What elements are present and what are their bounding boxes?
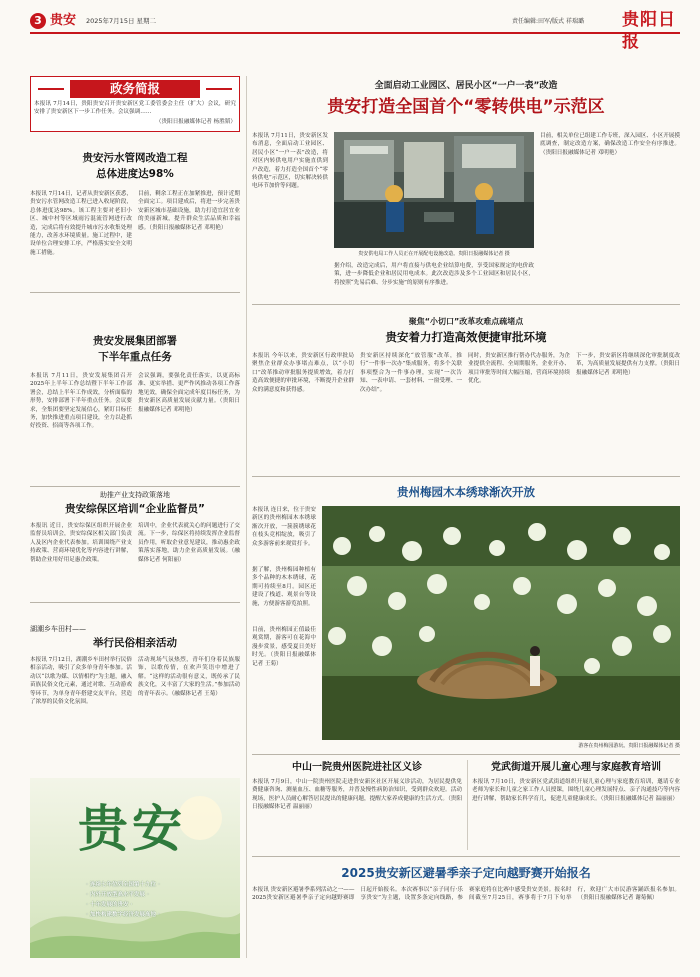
divider: [252, 754, 680, 755]
page-number-badge: 3: [30, 13, 46, 29]
photo-story-col1: 本报讯 连日来，位于贵安新区的贵州梅园木本绣球渐次开放，一簇簇绣球花在枝头竞相绽放，吸引了众多游客前来观赏打卡。: [252, 507, 316, 547]
photo-story-title: 贵州梅园木本绣球渐次开放: [397, 485, 535, 499]
article-group-title: 贵安发展集团部署 下半年重点任务: [93, 335, 177, 363]
article-group-col1: 本报讯 7月11日，贵安发展集团召开2025年上半年工作总结暨下半年工作部署会，总结上半年工作成效，分析面临的形势，安排部署下半年重点任务。会议要求，全集团要坚定发展信心，紧盯目标任务，加快推进重点项目建设，全力以赴抓好投资、招商等各项工作。: [30, 373, 132, 430]
lead-col2: 据介绍，改造完成后，用户将直接与供电企业结算电费，享受国家规定的电价政策，进一步降低企业和居民用电成本。此次改造涉及多个工业园区和居民小区，将按照“先易后难、分步实施”的原则有序推进。: [334, 263, 534, 286]
mid-col2: 贵安新区持续深化“放管服”改革，推行“一件事一次办”集成服务，将多个关联事项整合为一件事办理，实现“一次告知、一表申请、一套材料、一窗受理、一次办结”。: [360, 353, 462, 393]
divider: [30, 292, 240, 293]
slogan-line: · 连续七年位列全国第十九位 ·: [86, 882, 161, 888]
mid-col1: 本报讯 今年以来，贵安新区行政审批局聚焦企业群众办事堵点难点，以“小切口”改革推动审批服务提质增效，着力打造高效便捷的审批环境，不断提升企业群众的满意度和获得感。: [252, 353, 354, 393]
lead-col3: 目前，相关单位已组建工作专班，深入园区、小区开展摸底调查，制定改造方案，确保改造工作安全有序推进。（贵阳日报融媒体记者 邓明艳）: [540, 133, 680, 156]
photo-caption: 游客在贵州梅园游玩。贵阳日报融媒体记者 摄: [578, 743, 680, 749]
training-text: 本报讯 7月10日，贵安新区党武街道组织开展儿童心理与家庭教育培训，邀请专业老师为家长和儿童之家工作人员授课，围绕儿童心理发展特点、亲子沟通技巧等内容进行讲解，帮助家长科学育儿，促进儿童健康成长。（贵阳日报融媒体记者 温丽丽）: [472, 779, 680, 802]
article-group-col2: 会议强调，要强化责任落实，以更高标准、更实举措、更严作风推动各项工作落地见效，确保全面完成年度目标任务，为贵安新区高质量发展贡献力量。（贵阳日报融媒体记者 邓明艳）: [138, 373, 240, 413]
article-sewer-col2: 目前，剩余工程正在加紧推进，预计近期全面完工。项目建成后，将进一步完善贵安新区城市基础设施，助力打造宜居宜业的美丽新城，提升群众生活品质和幸福感。（贵阳日报融媒体记者 邓明艳）: [138, 191, 240, 231]
section-label: 贵安: [50, 13, 77, 28]
lead-title: 贵安打造全国首个“零转供电”示范区: [327, 97, 605, 117]
lead-kicker: 全面启动工业园区、居民小区“一户一表”改造: [374, 81, 558, 91]
brief-credit: （贵阳日报融媒体记者 杨胜韬）: [155, 119, 236, 125]
guian-logo-block: [30, 778, 240, 958]
masthead: [30, 10, 680, 52]
slogan-line: · 十年发展的贵安 ·: [86, 902, 133, 908]
article-zone-kicker: 助推产业支持政策落地: [100, 491, 170, 499]
slogan-line: · 加快构建数字经济发展高地 ·: [86, 912, 161, 918]
brief-text: 本报讯 7月14日，贵阳贵安召开贵安新区党工委管委会主任（扩大）会议，研究安排了贵安新区下一步工作任务。会议强调……: [34, 101, 236, 116]
hospital-title: 中山一院贵州医院进社区义诊: [292, 762, 422, 773]
lead-col1: 本报讯 7月11日，贵安新区发布消息，全面启动工业园区、居民小区“一户一表”改造，将对区内转供电用户实施直供到户改造，着力打造全国首个“零转供电”示范区，切实解决转供电环节加价等问题。: [252, 133, 328, 190]
guian-calligraphy: 贵安: [78, 799, 186, 858]
hospital-text: 本报讯 7月9日，中山一院贵州医院走进贵安新区社区开展义诊活动，为居民提供免费健康咨询、测量血压、血糖等服务，并普及慢性病防治知识，受到群众欢迎。活动现场，医护人员耐心解答居民提出的健康问题，提醒大家养成健康的生活方式。（贵阳日报融媒体记者 温丽丽）: [252, 779, 462, 811]
hydrangea-photo: [322, 506, 680, 740]
lead-photo: [334, 132, 534, 248]
column-divider: [467, 760, 468, 850]
photo-story-col2: 据了解，贵州梅园种植有多个品种的木本绣球，花期可持续至8月。园区还建设了栈道、观景台等设施，方便游客游览拍照。: [252, 567, 316, 607]
divider: [30, 486, 240, 487]
orienteering-title: 2025贵安新区避暑季亲子定向越野赛开始报名: [341, 866, 591, 880]
mid-col4: 下一步，贵安新区将继续深化审批制度改革，为高质量发展提供有力支撑。（贵阳日报融媒体记者 邓明艳）: [576, 353, 680, 376]
article-zone-col1: 本报讯 近日，贵安综保区组织开展企业监督员培训会，贵安综保区相关部门负责人及区内企业代表参加。培训围绕产业支持政策、营商环境优化等内容进行讲解，帮助企业用好用足惠企政策。: [30, 523, 132, 563]
guian-slogans: [86, 880, 236, 920]
mid-title: 贵安着力打造高效便捷审批环境: [385, 330, 547, 344]
brief-ornament-left: [38, 88, 64, 90]
substation-photo-graphic: [334, 132, 534, 248]
article-village-col1: 本报讯 7月12日，湖潮乡车田村举行民俗相亲活动，吸引了众多单身青年参加。活动以“以歌为媒、以情相约”为主题，融入苗族民俗文化元素，通过对歌、互动游戏等环节，为单身青年搭建交友平台，营造了浓厚的民俗文化氛围。: [30, 657, 132, 706]
divider: [252, 304, 680, 305]
training-title: 党武街道开展儿童心理与家庭教育培训: [491, 762, 661, 773]
divider: [30, 602, 240, 603]
lead-photo-caption: 贵安供电局工作人员正在开展配电设施改造。贵阳日报融媒体记者 摄: [358, 251, 510, 257]
divider: [252, 476, 680, 477]
orienteering-text: 本报讯 贵安新区避暑季系列活动之一——2025贵安新区避暑季亲子定向越野赛即日起开始报名。本次赛事以“亲子同行·乐享贵安”为主题，设置多条定向线路，参赛家庭将在比赛中感受贵安美景。报名时间截至7月25日，赛事将于7月下旬举行，欢迎广大市民游客踊跃报名参加。（贵阳日报融媒体记者 谢菊佩）: [252, 887, 680, 902]
newspaper-logo: 贵阳日报: [622, 10, 676, 52]
article-sewer-title: 贵安污水管网改造工程 总体进度达98%: [82, 152, 188, 180]
brief-title: 政务简报: [70, 80, 200, 98]
issue-date: 2025年7月15日 星期二: [86, 17, 157, 25]
mid-kicker: 聚焦“小切口”改革攻难点疏堵点: [408, 317, 524, 326]
column-divider: [246, 76, 247, 958]
article-village-title: 举行民俗相亲活动: [93, 637, 177, 649]
article-zone-title: 贵安综保区培训“企业监督员”: [65, 503, 205, 515]
article-village-kicker: 湖潮乡车田村——: [30, 625, 86, 633]
brief-ornament-right: [206, 88, 232, 90]
editors-credit: 责任编辑:田军/版式 祥瑞璐: [512, 18, 584, 25]
article-zone-col2: 培训中，企业代表就关心的问题进行了交流。下一步，综保区将持续发挥企业监督员作用，听取企业意见建议，推动惠企政策落实落地，助力企业高质量发展。（融媒体记者 何阳丽）: [138, 523, 240, 563]
slogan-line: · 内外开放型高水平发展 ·: [86, 892, 150, 898]
article-village-col2: 活动现场气氛热烈，青年们身着民族服饰，以歌传情，在欢声笑语中增进了解。“这样的活动很有意义，既传承了民族文化，又丰富了大家的生活。”参加活动的青年表示。（融媒体记者 王菊）: [138, 657, 240, 697]
photo-story-col3: 目前，贵州梅园正值最佳观赏期，游客可在花海中漫步赏景，感受夏日美好时光。（贵阳日报融媒体记者 王菊）: [252, 627, 316, 667]
divider: [252, 856, 680, 857]
article-sewer-col1: 本报讯 7月14日，记者从贵安新区获悉，贵安污水管网改造工程已进入收尾阶段，总体进度达98%。该工程主要对老旧小区、城中村等区域雨污混流管网进行改造，完成后将有效提升城市污水收集处理能力，改善水环境质量。施工过程中，建设单位合理安排工序，严格落实安全文明施工措施。: [30, 191, 132, 256]
hydrangea-garden-graphic: [322, 506, 680, 740]
mid-col3: 同时，贵安新区推行帮办代办服务，为企业提供全流程、全周期服务，企业开办、项目审批等时间大幅压缩，营商环境持续优化。: [468, 353, 570, 385]
